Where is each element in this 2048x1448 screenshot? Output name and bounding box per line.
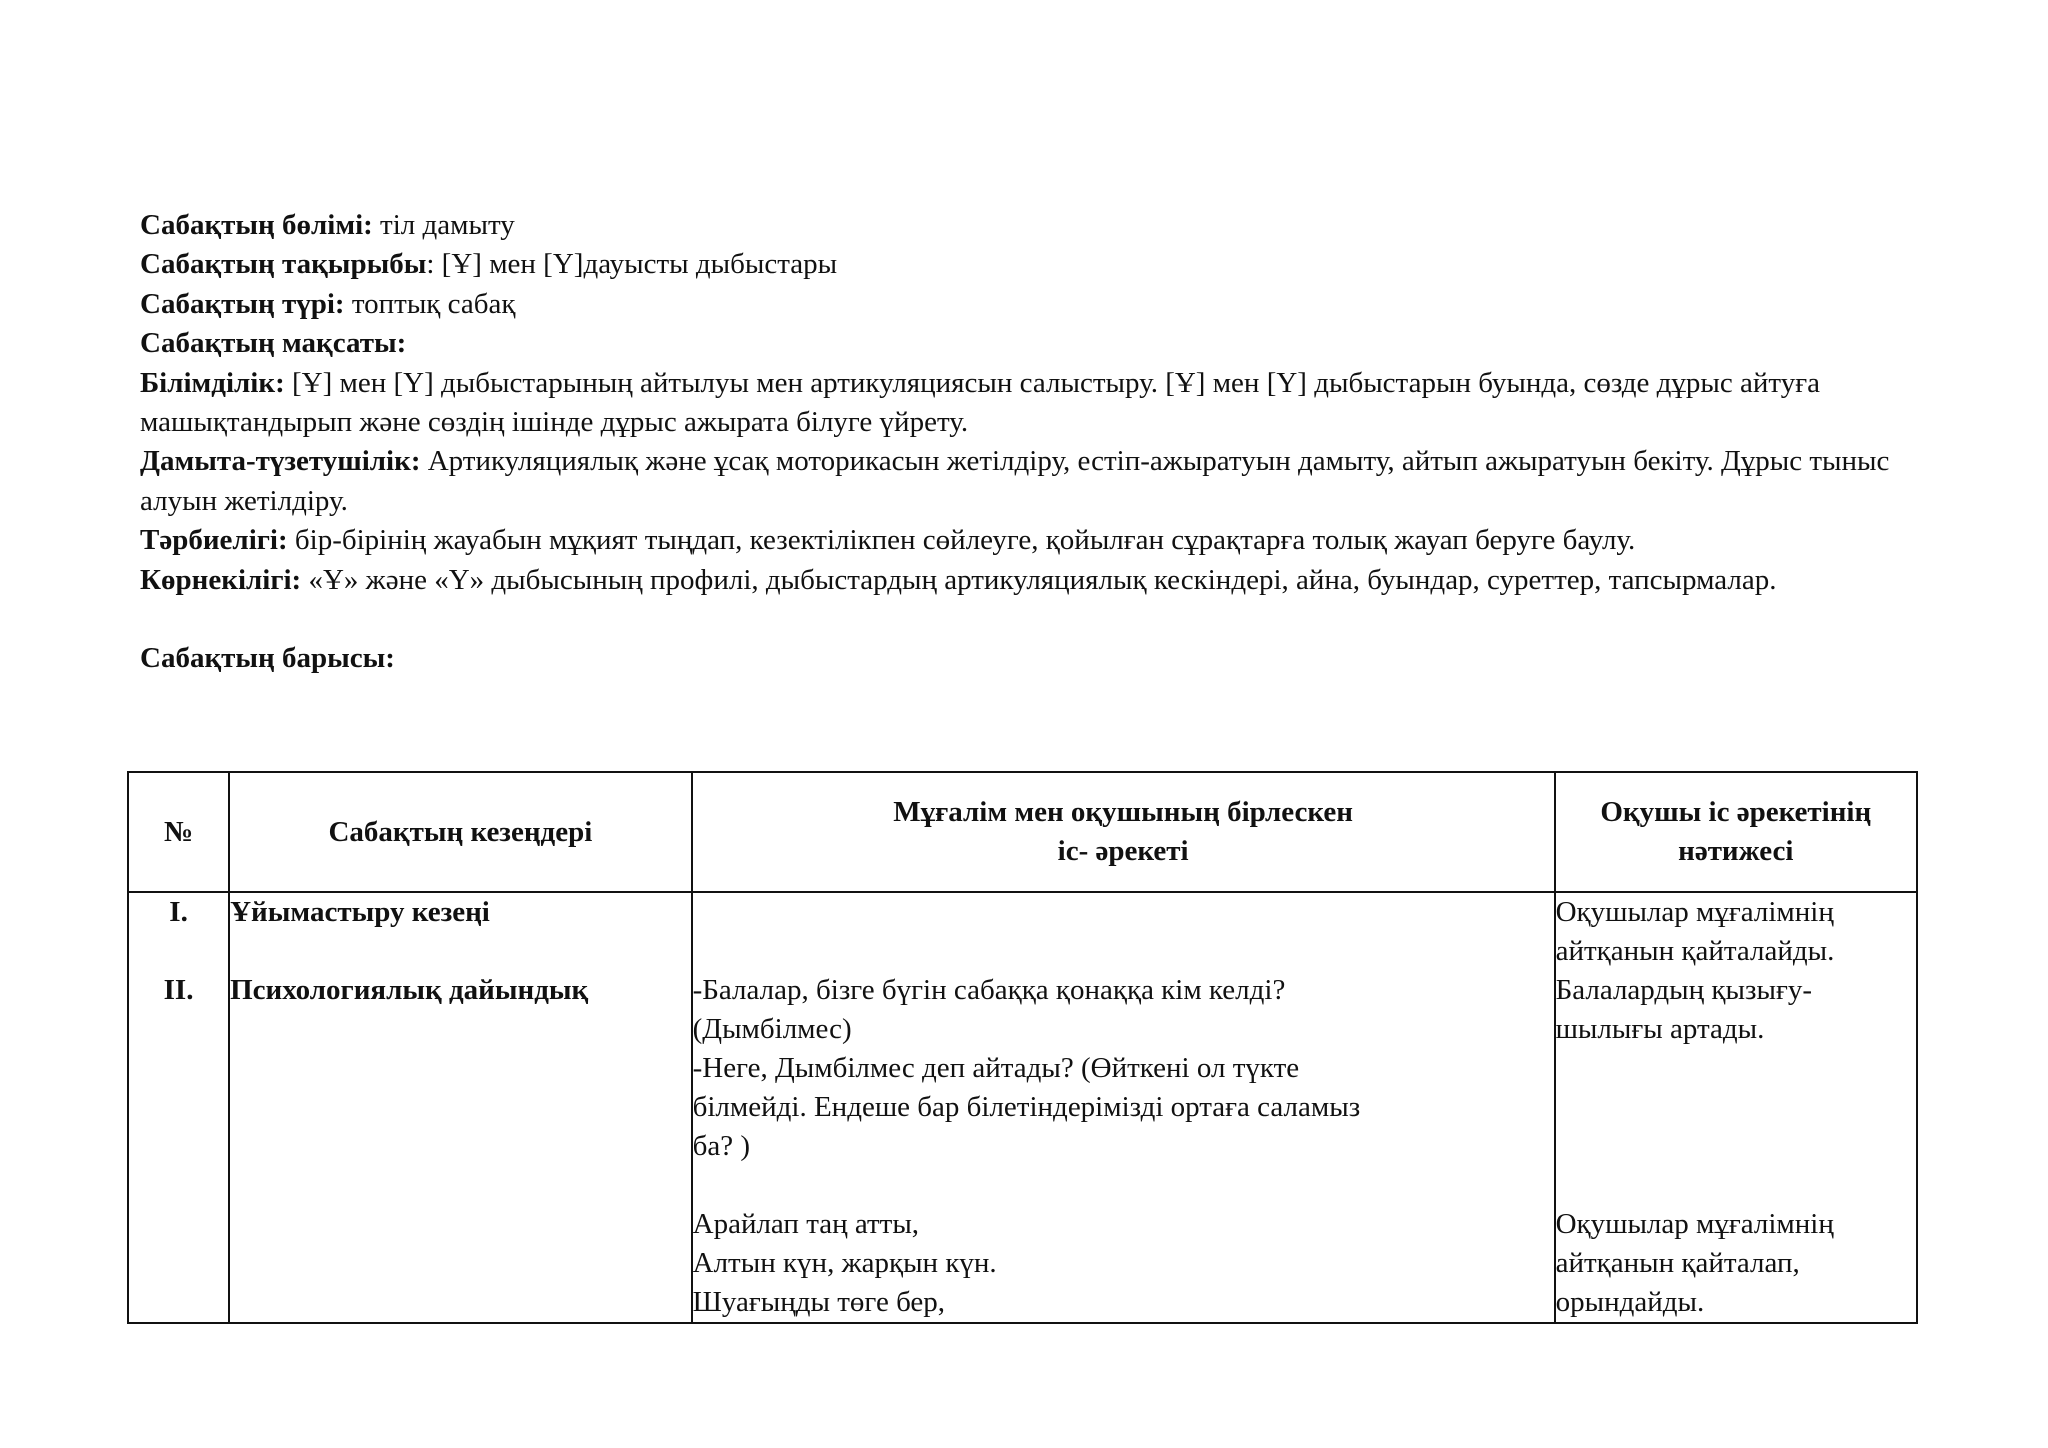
poem-line: Арайлап таң атты, bbox=[692, 1208, 920, 1240]
nurture-value: бір-бірінің жауабын мұқият тыңдап, кезектілікпен сөйлеуге, қойылған сұрақтарға толық жауап беруге баулу. bbox=[287, 524, 1636, 557]
visual-aids bbox=[140, 561, 1940, 600]
result-line: айтқанын қайталайды. bbox=[1555, 935, 1835, 967]
activity-line: білмейді. Ендеше бар білетіндерімізді ортаға саламыз bbox=[692, 1091, 1361, 1123]
poem-line: Алтын күн, жарқын күн. bbox=[692, 1247, 997, 1279]
section-value: тіл дамыту bbox=[372, 209, 515, 241]
header-activity-line-2: іс- әрекеті bbox=[1057, 835, 1189, 867]
header-result bbox=[1555, 772, 1917, 892]
header-num: № bbox=[128, 772, 229, 892]
dev-value: Артикуляциялық және ұсақ моторикасын жетілдіру, естіп-ажыратуын дамыту, айтып ажыратуын бекіту. Дұрыс тыныс алуын жетілдіру. bbox=[140, 445, 1890, 517]
poem-line: Шуағыңды төге бер, bbox=[692, 1286, 946, 1318]
header-activity-line-1: Мұғалім мен оқушының бірлескен bbox=[893, 796, 1353, 828]
edu-goal bbox=[140, 364, 1940, 443]
result-line: Оқушылар мұғалімнің bbox=[1555, 1208, 1834, 1240]
goals-line bbox=[140, 324, 1940, 363]
result-line: айтқанын қайталап, bbox=[1555, 1247, 1800, 1279]
activity-line: -Неге, Дымбілмес деп айтады? (Өйткені ол түкте bbox=[692, 1052, 1300, 1084]
activity-line: (Дымбілмес) bbox=[692, 1013, 852, 1045]
progress-label: Сабақтың барысы: bbox=[140, 642, 395, 675]
header-activity bbox=[692, 772, 1555, 892]
activity-result bbox=[1555, 892, 1917, 1323]
stage-name-2: Психологиялық дайындық bbox=[230, 974, 589, 1006]
result-line: Балалардың қызығу- bbox=[1555, 974, 1812, 1006]
visual-label: Көрнекілігі: bbox=[140, 563, 302, 596]
progress-heading bbox=[140, 639, 1940, 678]
table-row bbox=[128, 892, 1917, 1323]
dev-label: Дамыта-түзетушілік: bbox=[140, 445, 421, 478]
joint-activity bbox=[692, 892, 1555, 1323]
lesson-table bbox=[127, 771, 1918, 1324]
lesson-info bbox=[140, 206, 1940, 678]
goals-label: Сабақтың мақсаты: bbox=[140, 327, 407, 360]
result-line: шылығы артады. bbox=[1555, 1013, 1765, 1045]
table-header-row bbox=[128, 772, 1917, 892]
activity-line: -Балалар, бізге бүгін сабаққа қонаққа кім келді? bbox=[692, 974, 1286, 1006]
topic-value: : [Ұ] мен [Ү]дауысты дыбыстары bbox=[426, 248, 838, 281]
stage-numbers bbox=[128, 892, 229, 1323]
stage-name-1: Ұйымастыру кезеңі bbox=[230, 896, 490, 928]
header-stages: Сабақтың кезеңдері bbox=[229, 772, 692, 892]
topic-line bbox=[140, 245, 1940, 284]
section-label: Сабақтың бөлімі: bbox=[140, 209, 373, 241]
stage-names bbox=[229, 892, 692, 1323]
activity-line: ба? ) bbox=[692, 1130, 751, 1162]
result-line: Оқушылар мұғалімнің bbox=[1555, 896, 1834, 928]
section-line bbox=[140, 206, 1940, 245]
type-label: Сабақтың түрі: bbox=[140, 287, 345, 320]
visual-value: «Ұ» және «Ү» дыбысының профилі, дыбыстардың артикуляциялық кескіндері, айна, буындар, суреттер, тапсырмалар. bbox=[301, 563, 1777, 596]
header-result-line-1: Оқушы іс әрекетінің bbox=[1600, 796, 1872, 828]
topic-label: Сабақтың тақырыбы bbox=[140, 248, 427, 281]
dev-goal bbox=[140, 442, 1940, 521]
nurture-label: Тәрбиелігі: bbox=[140, 524, 288, 557]
stage-number-2: II. bbox=[163, 974, 194, 1006]
edu-label: Білімділік: bbox=[140, 366, 285, 399]
result-line: орындайды. bbox=[1555, 1286, 1705, 1318]
stage-number-1: I. bbox=[169, 896, 188, 928]
edu-value: [Ұ] мен [Ү] дыбыстарының айтылуы мен артикуляциясын салыстыру. [Ұ] мен [Ү] дыбыстарын буында, сөзде дұрыс айтуға машықтандырып және сөздің ішінде дұрыс ажырата білуге үйрету. bbox=[140, 366, 1820, 439]
header-result-line-2: нәтижесі bbox=[1678, 835, 1794, 867]
type-value: топтық сабақ bbox=[344, 287, 516, 320]
nurture-goal bbox=[140, 521, 1940, 560]
type-line bbox=[140, 285, 1940, 324]
